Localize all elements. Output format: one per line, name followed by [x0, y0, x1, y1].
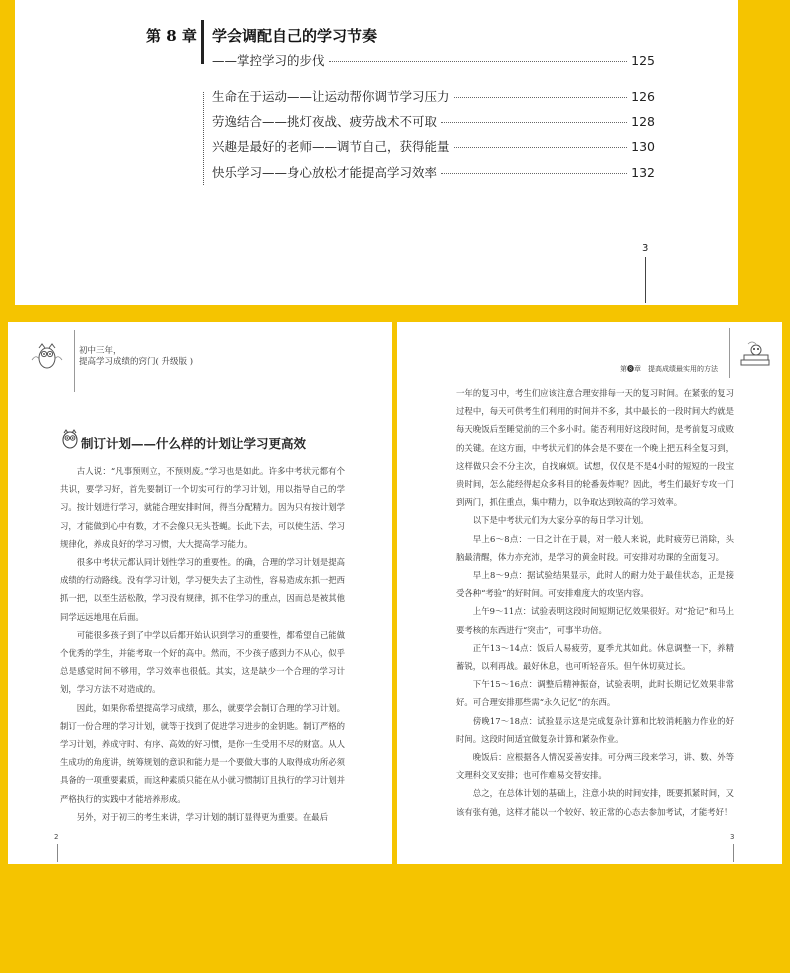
paragraph: 另外，对于初三的考生来讲，学习计划的制订显得更为重要。在最后 — [76, 811, 329, 822]
chapter-label: 第 8 章 — [146, 27, 197, 45]
toc-subtitle-page: 125 — [631, 53, 655, 68]
toc-subtitle-text: ——掌控学习的步伐 — [212, 53, 325, 68]
owl-icon — [61, 429, 79, 453]
paragraph: 很多中考状元都认同计划性学习的重要性。的确，合理的学习计划是提高成绩的行动路线。没有学习计划，学习便失去了主动性，容易造成东抓一把西抓一把，以至生活松散，学习没有规律，抓不住学习的重点，因而总是被其他同学远远地甩在后面。 — [60, 557, 345, 622]
toc-page — [15, 0, 738, 305]
paragraph: 早上6～8点：一日之计在于晨，对一般人来说，此时疲劳已消除，头脑最清醒，体力亦充沛，是学习的黄金时段。可安排对功课的全面复习。 — [456, 533, 734, 562]
paragraph: 可能很多孩子到了中学以后都开始认识到学习的重要性，都希望自己能做个优秀的学生，并能考取一个好的高中。然而，不少孩子感到力不从心，似乎总是感觉时间不够用，学习效率也很低。其实，这是缺少一个合理的学习计划，学习方法不对造成的。 — [60, 629, 345, 695]
header-rule — [729, 328, 730, 378]
section-title: 制订计划——什么样的计划让学习更高效 — [81, 436, 307, 451]
toc-entry-page: 126 — [631, 89, 655, 104]
page-number-rule — [57, 844, 58, 862]
leader-dots — [454, 147, 628, 148]
body-text — [456, 384, 734, 821]
paragraph: 总之，在总体计划的基础上，注意小块的时间安排，既要抓紧时间，又该有张有弛，这样才能以一个较好、较正常的心态去参加考试，才能考好！ — [456, 788, 734, 817]
leader-dots — [454, 97, 628, 98]
right-page — [397, 322, 782, 864]
toc-entry[interactable] — [212, 87, 655, 105]
toc-entry-page: 128 — [631, 114, 655, 129]
paragraph: 傍晚17～18点：试验显示这是完成复杂计算和比较消耗脑力作业的好时间。这段时间适宜做复杂计算和紧杂作业。 — [456, 715, 734, 744]
leader-dots — [329, 61, 628, 62]
paragraph: 以下是中考状元们为大家分享的每日学习计划。 — [472, 515, 649, 526]
body-text — [60, 462, 345, 826]
books-icon — [738, 340, 774, 374]
running-header: 第❽章 提高成绩最实用的方法 — [620, 365, 718, 373]
toc-dotted-rule — [203, 92, 204, 185]
paragraph: 一年的复习中，考生们应该注意合理安排每一天的复习时间。在紧张的复习过程中，每天可供考生们利用的时间并不多，其中最长的一段时间大约就是每天晚饭后至睡觉前的三个多小时。能否利用好这段时间，是考前复习成败的关键。在这方面，中考状元们的体会是不要在一个晚上把五科全复习到，这样做只会不分主次，自找麻烦。试想，仅仅是不是4小时的短短的一段宝贵时间，怎么能经得起众多科目的轮番轰炸呢？因此，考生们最好专攻一门到两门，抓住重点，集中精力，以争取达到较高的学习效率。 — [456, 388, 734, 508]
page-number: 3 — [730, 833, 735, 841]
chapter-title: 学会调配自己的学习节奏 — [212, 27, 378, 45]
toc-entry[interactable] — [212, 163, 655, 181]
header-line: 初中三年， — [79, 346, 122, 356]
leader-dots — [441, 173, 627, 174]
paragraph: 下午15～16点：调整后精神振奋，试验表明，此时长期记忆效果非常好。可合理安排那些需“永久记忆”的东西。 — [456, 679, 734, 708]
left-page — [8, 322, 392, 864]
running-header — [79, 346, 193, 368]
page-number-rule — [645, 257, 646, 303]
toc-subtitle — [212, 51, 655, 69]
paragraph: 因此，如果你希望提高学习成绩，那么，就要学会制订合理的学习计划。制订一份合理的学习计划，就等于找到了促进学习进步的金钥匙。制订严格的学习计划，养成守时、有序、高效的好习惯，是你一生受用不尽的财富。从人生成功的角度讲，统筹规划的意识和能力是一个要做大事的人取得成功所必须具备的一项重要素质，而这种素质只能在从小就习惯制订且执行的学习计划并严格执行的实践中才能培养形成。 — [60, 702, 345, 804]
page-number: 2 — [54, 833, 59, 841]
leader-dots — [441, 122, 627, 123]
paragraph: 早上8～9点：据试验结果显示，此时人的耐力处于最佳状态，正是接受各种“考验”的好时间。可安排难度大的攻坚内容。 — [456, 570, 734, 599]
paragraph: 上午9～11点：试验表明这段时间短期记忆效果很好。对“抢记”和马上要考核的东西进行“突击”，可事半功倍。 — [456, 606, 734, 635]
toc-entry[interactable] — [212, 112, 655, 130]
paragraph: 古人说：“凡事预则立，不预则废。”学习也是如此。许多中考状元都有个共识，要学习好，首先要制订一个切实可行的学习计划，用以指导自己的学习。按计划进行学习，就能合理安排时间，得当分配精力。因为只有按计划学习，才能做到心中有数，才不会像只无头苍蝇。长此下去，可以使生活、学习规律化，养成良好的学习习惯，大大提高学习能力。 — [60, 466, 345, 549]
toc-entry-title: 生命在于运动——让运动帮你调节学习压力 — [212, 89, 450, 104]
toc-entry-title: 兴趣是最好的老师——调节自己，获得能量 — [212, 139, 450, 154]
chapter-divider — [201, 20, 204, 64]
toc-entry-page: 130 — [631, 139, 655, 154]
toc-entry[interactable] — [212, 137, 655, 155]
paragraph: 正午13～14点：饭后人易疲劳，夏季尤其如此。休息调整一下，养精蓄锐，以利再战。最好休息，也可听轻音乐。但午休切莫过长。 — [456, 642, 734, 672]
toc-entry-page: 132 — [631, 165, 655, 180]
header-line: 提高学习成绩的窍门( 升级版 ) — [79, 357, 194, 367]
page-number-rule — [733, 844, 734, 862]
header-rule — [74, 330, 75, 392]
owl-mascot-icon — [28, 340, 66, 374]
toc-entry-title: 劳逸结合——挑灯夜战、疲劳战术不可取 — [212, 114, 438, 129]
toc-page-number: 3 — [642, 243, 649, 254]
paragraph: 晚饭后：应根据各人情况妥善安排。可分两三段来学习，讲、数、外等文理科交叉安排；也可作难易交替安排。 — [456, 752, 734, 781]
toc-entry-title: 快乐学习——身心放松才能提高学习效率 — [212, 165, 438, 180]
